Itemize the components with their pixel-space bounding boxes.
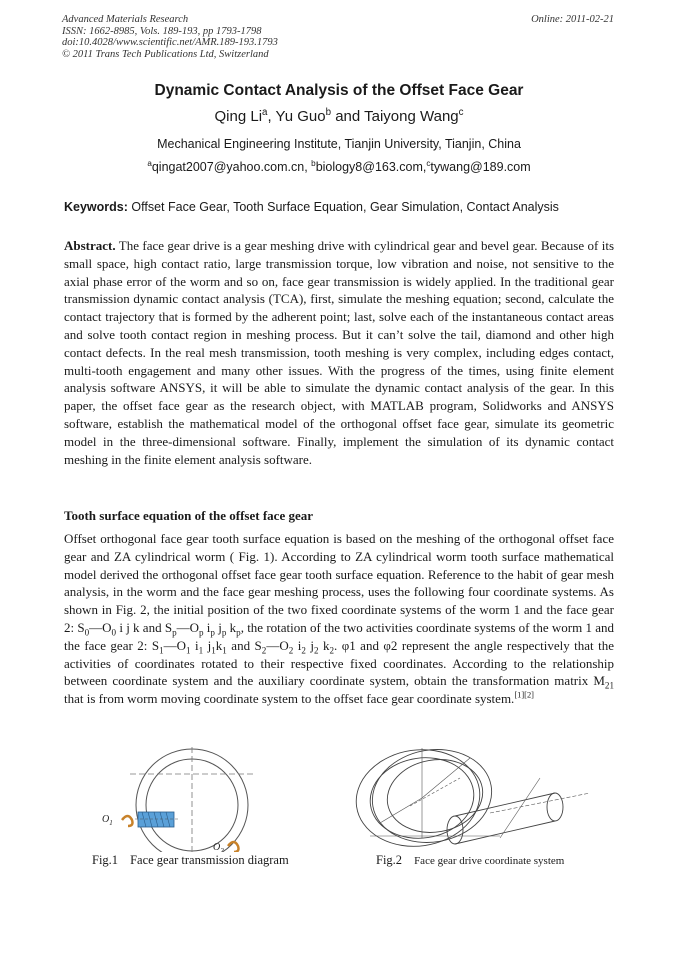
author-sep: , — [267, 108, 276, 125]
journal-copyright: © 2011 Trans Tech Publications Ltd, Switzerland — [62, 48, 269, 60]
subscript: p — [221, 627, 227, 638]
body-text: that is from worm moving coordinate system to the offset face gear coordinate system. — [64, 691, 515, 707]
figure-1-diagram — [100, 742, 310, 852]
email-link[interactable]: biology8@163.com, — [315, 160, 427, 174]
subscript: 1 — [211, 645, 216, 656]
email-link[interactable]: qingat2007@yahoo.com.cn, — [151, 160, 312, 174]
email-mark: c — [426, 158, 431, 168]
author-emails — [0, 160, 678, 174]
subscript: 2 — [313, 645, 319, 656]
omega1-label: $O_1$ — [102, 814, 113, 827]
body-text: Offset orthogonal face gear tooth surface equation is based on the meshing of the orthogonal offset face gear and ZA cylindrical worm ( Fig. 1). According to ZA cylindrical worm tooth surface mathematical model derived the orthogonal offset face gear tooth surface equation. Reference to the habit of gear mesh analysis, in the worm and the face gear meshing process, uses the following four coordinate systems. As shown in Fig. 2, the initial position of the two fixed coordinate systems of the worm 1 and the face gear 2: S — [64, 531, 614, 635]
subscript: 2 — [261, 645, 267, 656]
subscript: p — [210, 627, 215, 638]
email-link[interactable]: tywang@189.com — [430, 160, 531, 174]
figure-1-caption-text: Face gear transmission diagram — [130, 853, 289, 867]
subscript: 1 — [186, 645, 191, 656]
subscript: p — [236, 627, 241, 638]
author-name: Taiyong Wang — [364, 108, 459, 125]
subscript: 2 — [329, 645, 335, 656]
subscript: 0 — [111, 627, 117, 638]
body-text: j — [203, 637, 212, 653]
body-text: i j k and S — [116, 619, 173, 635]
figure-1-label: Fig.1 — [92, 853, 119, 867]
online-date: Online: 2011-02-21 — [531, 14, 614, 25]
figure-1-caption — [92, 853, 289, 868]
subscript: p — [199, 627, 204, 638]
body-text: —O — [163, 637, 186, 653]
email-mark: a — [147, 158, 152, 168]
keywords — [64, 200, 559, 214]
abstract-label: Abstract. — [64, 238, 116, 253]
abstract — [64, 237, 614, 468]
body-text: —O — [266, 637, 289, 653]
omega2-label: $O_2$ — [213, 842, 224, 852]
author-name: Yu Guo — [275, 108, 326, 125]
journal-issn: ISSN: 1662-8985, Vols. 189-193, pp 1793-1798 — [62, 25, 262, 37]
figure-2-diagram — [350, 738, 600, 853]
journal-doi[interactable]: doi:10.4028/www.scientific.net/AMR.189-193.1793 — [62, 37, 278, 48]
paper-title: Dynamic Contact Analysis of the Offset Face Gear — [154, 82, 524, 99]
abstract-text: The face gear drive is a gear meshing drive with cylindrical gear and bevel gear. Because of its small space, high contact ratio, large transmission torque, low vibration and noise, not sensitive to the axial phase error of the worm and so on, face gear transmission is widely applied. In the traditional gear transmission dynamic contact analysis (TCA), first, simulate the meshing equation; second, calculate the contact trajectory that is formed by the adherent point; last, solve each of the instantaneous contact areas and solve tooth contact region in meshing process. But it can’t solve the tail, diamond and other high contact defects. In the real mesh transmission, tooth meshing is very complex, including edges contact, multi-tooth engagement and many other issues. With the progress of the times, using finite element analysis software ANSYS, it will be able to simulate the dynamic contact analysis of the gear. In this paper, the offset face gear as the research object, with MATLAB program, Solidworks and ANSYS software, establish the mathematical model of the orthogonal offset face gear, simulate its geometric model in the three-dimensional software. Finally, implement the simulation of its dynamic contact meshing in the finite element analysis software. — [64, 238, 615, 467]
figure-2-caption-text: Face gear drive coordinate system — [414, 855, 565, 867]
author-sep: and — [331, 108, 365, 125]
subscript: 1 — [222, 645, 227, 656]
subscript: 1 — [198, 645, 204, 656]
author-mark: a — [262, 107, 268, 118]
body-text: , the rotation of the two activities coordinate systems of the worm 1 and the face gear 2: S — [64, 619, 614, 653]
subscript: 0 — [84, 627, 90, 638]
subscript: 1 — [159, 645, 164, 656]
author-name: Qing Li — [214, 108, 263, 125]
body-text: i — [293, 637, 302, 653]
keywords-label: Keywords: — [64, 200, 128, 214]
subscript: 21 — [604, 680, 614, 691]
body-text: j — [305, 637, 314, 653]
citation-ref[interactable]: [1][2] — [514, 689, 534, 700]
figure-2-caption — [376, 853, 564, 868]
subscript: 2 — [288, 645, 294, 656]
body-text: i — [190, 637, 199, 653]
body-text: j — [214, 619, 222, 635]
body-text: i — [203, 619, 211, 635]
body-text: —O — [176, 619, 199, 635]
center-lines — [130, 747, 254, 852]
body-text: k — [215, 637, 223, 653]
keywords-list: Offset Face Gear, Tooth Surface Equation, Gear Simulation, Contact Analysis — [131, 200, 559, 214]
author-mark: c — [458, 107, 464, 118]
affiliation: Mechanical Engineering Institute, Tianjin University, Tianjin, China — [157, 137, 521, 151]
authors — [0, 108, 678, 125]
body-text: k — [226, 619, 237, 635]
body-paragraph — [64, 530, 614, 708]
section-title: Tooth surface equation of the offset face gear — [64, 508, 313, 523]
subscript: 2 — [301, 645, 306, 656]
journal-name: Advanced Materials Research — [62, 14, 189, 25]
email-mark: b — [311, 158, 316, 168]
journal-header — [62, 14, 278, 60]
body-text: k — [318, 637, 330, 653]
author-mark: b — [325, 107, 332, 118]
rotation-arrow-icon — [122, 816, 133, 826]
subscript: p — [172, 627, 177, 638]
face-gear-ring — [136, 749, 248, 852]
body-text: —O — [89, 619, 112, 635]
figure-2-label: Fig.2 — [376, 853, 403, 867]
body-text: and S — [226, 637, 262, 653]
body-text: . φ1 and φ2 represent the angle respectively that the activities of coordinates rotated to their respective fixed coordinates. According to the relationship between coordinate system and the auxiliary coordinate system, obtain the transformation matrix M — [64, 637, 614, 689]
